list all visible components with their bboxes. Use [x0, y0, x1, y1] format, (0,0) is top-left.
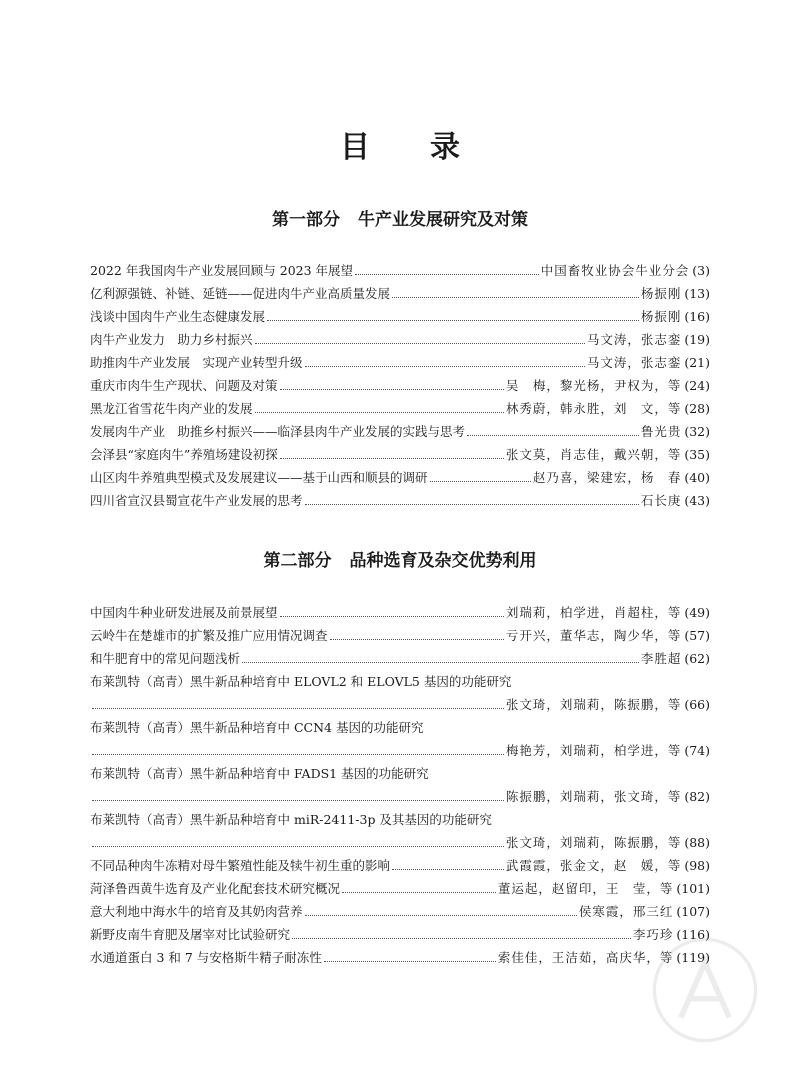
entry-page: (24): [684, 378, 710, 393]
dot-leader: [392, 297, 639, 298]
entry-title: 2022 年我国肉牛产业发展回顾与 2023 年展望: [90, 263, 354, 278]
dot-leader: [92, 800, 504, 801]
entry-page: (43): [684, 493, 710, 508]
entry-page: (32): [684, 424, 710, 439]
entry-title: 不同品种肉牛冻精对母牛繁殖性能及犊牛初生重的影响: [90, 858, 391, 873]
entry-title: 发展肉牛产业 助推乡村振兴——临泽县肉牛产业发展的实践与思考: [90, 424, 466, 439]
toc-entry[interactable]: [90, 877, 710, 900]
entry-author: 张文琦，刘瑞莉，陈振鹏，等: [505, 697, 682, 712]
dot-leader: [330, 639, 504, 640]
toc-entry[interactable]: [90, 647, 710, 670]
entry-author: 林秀蔚，韩永胜，刘 文，等: [505, 401, 682, 416]
dot-leader: [324, 961, 496, 962]
entry-title: 会泽县“家庭肉牛”养殖场建设初探: [90, 447, 278, 462]
entry-author: 杨振刚: [640, 286, 682, 301]
dot-leader: [355, 274, 539, 275]
entry-author: 索佳佳，王洁茹，高庆华，等: [497, 950, 674, 965]
toc-entry[interactable]: [90, 351, 710, 374]
dot-leader: [92, 754, 504, 755]
dot-leader: [430, 481, 531, 482]
toc-entry[interactable]: [90, 420, 710, 443]
part-title: 牛产业发展研究及对策: [358, 210, 528, 230]
dot-leader: [92, 708, 504, 709]
entry-title: 布莱凯特（高青）黑牛新品种培育中 ELOVL2 和 ELOVL5 基因的功能研究: [90, 674, 512, 689]
dot-leader: [342, 892, 496, 893]
entry-title: 肉牛产业发力 助力乡村振兴: [90, 332, 253, 347]
watermark-logo-icon: [650, 935, 760, 1045]
entry-author: 张文莫，肖志佳，戴兴朝，等: [505, 447, 682, 462]
entry-title: 浅谈中国肉牛产业生态健康发展: [90, 309, 266, 324]
entry-page: (82): [684, 789, 710, 804]
entry-author: 侯寒霞，邢三红: [578, 904, 674, 919]
toc-entry[interactable]: [90, 282, 710, 305]
entry-page: (13): [684, 286, 710, 301]
part-heading-1: [0, 205, 800, 230]
entry-title: 布莱凯特（高青）黑牛新品种培育中 CCN4 基因的功能研究: [90, 720, 424, 735]
toc-entry[interactable]: [90, 946, 710, 969]
entry-page: (16): [684, 309, 710, 324]
toc-entry[interactable]: [90, 923, 710, 946]
entry-author: 武霞霞，张金文，赵 媛，等: [505, 858, 682, 873]
entry-page: (35): [684, 447, 710, 462]
part-number: 第二部分: [263, 551, 332, 571]
entry-page: (28): [684, 401, 710, 416]
dot-leader: [255, 343, 585, 344]
dot-leader: [305, 366, 585, 367]
dot-leader: [242, 662, 639, 663]
part-heading-2: [0, 546, 800, 571]
entry-page: (3): [692, 263, 710, 278]
dot-leader: [392, 869, 504, 870]
dot-leader: [92, 846, 504, 847]
part-title: 品种选育及杂交优势利用: [349, 551, 537, 571]
toc-list-part-1: [90, 259, 710, 512]
entry-author: 石长庚: [640, 493, 682, 508]
entry-title: 四川省宣汉县蜀宣花牛产业发展的思考: [90, 493, 303, 508]
entry-author: 中国畜牧业协会牛业分会: [540, 263, 690, 278]
entry-author: 亏开兴，董华志，陶少华，等: [505, 628, 682, 643]
entry-page: (116): [676, 927, 710, 942]
entry-title: 布莱凯特（高青）黑牛新品种培育中 miR-2411-3p 及其基因的功能研究: [90, 812, 492, 827]
dot-leader: [280, 389, 504, 390]
entry-author: 吴 梅，黎光杨，尹权为，等: [505, 378, 682, 393]
toc-entry[interactable]: [90, 259, 710, 282]
entry-page: (57): [684, 628, 710, 643]
toc-entry[interactable]: [90, 397, 710, 420]
entry-author: 杨振刚: [640, 309, 682, 324]
entry-title: 云岭牛在楚雄市的扩繁及推广应用情况调查: [90, 628, 328, 643]
page-title: 目 录: [340, 130, 460, 165]
toc-entry[interactable]: [90, 601, 710, 624]
toc-entry[interactable]: [90, 624, 710, 647]
entry-page: (74): [684, 743, 710, 758]
dot-leader: [267, 320, 639, 321]
entry-author: 赵乃喜，梁建宏，杨 春: [532, 470, 682, 485]
entry-page: (40): [684, 470, 710, 485]
entry-title: 布莱凯特（高青）黑牛新品种培育中 FADS1 基因的功能研究: [90, 766, 429, 781]
dot-leader: [305, 504, 639, 505]
dot-leader: [467, 435, 639, 436]
toc-entry[interactable]: [90, 328, 710, 351]
entry-title: 黑龙江省雪花牛肉产业的发展: [90, 401, 253, 416]
entry-title: 重庆市肉牛生产现状、问题及对策: [90, 378, 278, 393]
entry-title: 意大利地中海水牛的培育及其奶肉营养: [90, 904, 303, 919]
toc-entry[interactable]: [90, 466, 710, 489]
toc-entry[interactable]: [90, 854, 710, 877]
entry-page: (101): [676, 881, 710, 896]
entry-author: 陈振鹏，刘瑞莉，张文琦，等: [505, 789, 682, 804]
entry-author: 鲁光贵: [640, 424, 682, 439]
entry-page: (62): [684, 651, 710, 666]
entry-author: 李巧珍: [632, 927, 674, 942]
entry-title: 菏泽鲁西黄牛选育及产业化配套技术研究概况: [90, 881, 341, 896]
toc-entry[interactable]: [90, 670, 710, 716]
entry-page: (98): [684, 858, 710, 873]
entry-title: 水通道蛋白 3 和 7 与安格斯牛精子耐冻性: [90, 950, 322, 965]
entry-page: (88): [684, 835, 710, 850]
entry-author: 董运起，赵留印，王 莹，等: [497, 881, 674, 896]
entry-title: 助推肉牛产业发展 实现产业转型升级: [90, 355, 303, 370]
toc-entry[interactable]: [90, 900, 710, 923]
entry-author: 张文琦，刘瑞莉，陈振鹏，等: [505, 835, 682, 850]
dot-leader: [292, 938, 631, 939]
toc-entry[interactable]: [90, 489, 710, 512]
toc-entry[interactable]: [90, 443, 710, 466]
entry-author: 马文涛，张志銮: [586, 355, 682, 370]
entry-author: 刘瑞莉，柏学进，肖超柱，等: [505, 605, 682, 620]
entry-page: (49): [684, 605, 710, 620]
dot-leader: [280, 616, 504, 617]
dot-leader: [280, 458, 504, 459]
toc-entry[interactable]: [90, 374, 710, 397]
entry-page: (19): [684, 332, 710, 347]
entry-title: 山区肉牛养殖典型模式及发展建议——基于山西和顺县的调研: [90, 470, 428, 485]
toc-entry[interactable]: [90, 808, 710, 854]
entry-author: 马文涛，张志銮: [586, 332, 682, 347]
part-number: 第一部分: [272, 210, 340, 230]
toc-entry[interactable]: [90, 716, 710, 762]
toc-entry[interactable]: [90, 762, 710, 808]
entry-page: (107): [676, 904, 710, 919]
dot-leader: [305, 915, 577, 916]
entry-title: 亿利源强链、补链、延链——促进肉牛产业高质量发展: [90, 286, 391, 301]
entry-author: 梅艳芳，刘瑞莉，柏学进，等: [505, 743, 682, 758]
entry-author: 李胜超: [640, 651, 682, 666]
entry-title: 和牛肥育中的常见问题浅析: [90, 651, 241, 666]
entry-title: 新野皮南牛育肥及屠宰对比试验研究: [90, 927, 291, 942]
dot-leader: [255, 412, 504, 413]
entry-page: (119): [676, 950, 710, 965]
entry-title: 中国肉牛种业研发进展及前景展望: [90, 605, 278, 620]
entry-page: (66): [684, 697, 710, 712]
entry-page: (21): [684, 355, 710, 370]
toc-entry[interactable]: [90, 305, 710, 328]
toc-list-part-2: [90, 601, 710, 969]
